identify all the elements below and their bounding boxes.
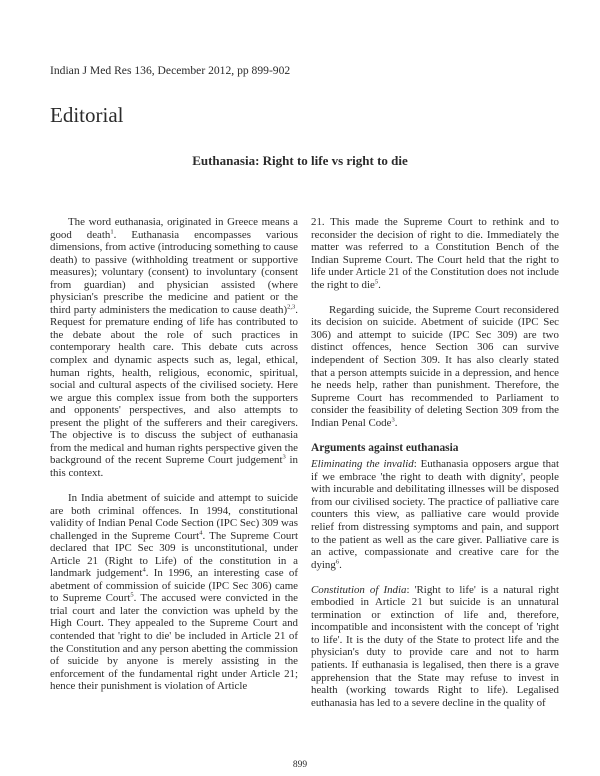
paragraph: Eliminating the invalid: Euthanasia opposers argue that if we embrace 'the right to death with dignity', people with incurable and debilitating illnesses will be disposed from our civilised society. The practice of palliative care counters this view, as palliative care would provide relief from distressing symptoms and pain, and support to the patient as well as the care giver. Palliative care is an active, compassionate and creative care for the dying$^6$. <box>311 458 559 571</box>
paragraph: The word euthanasia, originated in Greece means a good death$^1$. Euthanasia encompasses various dimensions, from active (introducing something to cause death) to passive (withholding treatment or supportive measures); voluntary (consent) to involuntary (consent from guardian) and physician assisted (where physician's prescribe the medicine and patient or the third party administers the medication to cause death)$^{2,3}$. Request for premature ending of life has contributed to the debate about the role of such practices in contemporary health care. This debate cuts across complex and dynamic aspects such as, legal, ethical, human rights, health, religious, economic, spiritual, social and cultural aspects of the civilised society. Here we argue this complex issue from both the supporters and opponents' perspectives, and also attempts to present the plight of the sufferers and their caregivers. The objective is to discuss the subject of euthanasia from the medical and human rights perspective given the background of the recent Supreme Court judgement$^3$ in this context. <box>50 216 298 479</box>
run-in-heading: Constitution of India <box>311 583 407 596</box>
reference-mark[interactable]: 4 <box>199 529 203 536</box>
paragraph: Regarding suicide, the Supreme Court reconsidered its decision on suicide. Abetment of suicide (IPC Sec 306) and attempt to suicide (IPC Sec 309) are two distinct offences, hence Section 306 can survive independent of Section 309. It has also clearly stated that a person attempts suicide in a depression, and hence he needs help, rather than punishment. Therefore, the Supreme Court has recommended to Parliament to consider the feasibility of deleting Section 309 from the Indian Penal Code$^3$. <box>311 303 559 429</box>
reference-mark[interactable]: 3 <box>391 416 395 424</box>
reference-mark[interactable]: 5 <box>374 278 379 286</box>
reference-mark[interactable]: 3 <box>282 453 286 461</box>
reference-mark[interactable]: 4 <box>142 566 146 574</box>
run-in-heading: Eliminating the invalid <box>311 458 414 471</box>
page-number: 899 <box>292 760 308 770</box>
paragraph: 21. This made the Supreme Court to rethink and to reconsider the decision of right to die. Immediately the matter was referred to a Constitution Bench of the Indian Supreme Court. The Court held that the right to life under Article 21 of the Constitution does not include the right to die$^5$. <box>311 216 559 291</box>
journal-citation: Indian J Med Res 136, December 2012, pp 899-902 <box>50 64 291 77</box>
article-title: Euthanasia: Right to life vs right to die <box>192 153 408 168</box>
reference-mark[interactable]: 2,3 <box>287 303 296 311</box>
reference-mark[interactable]: 6 <box>335 558 340 566</box>
reference-mark[interactable]: 5 <box>130 591 134 599</box>
subsection-heading: Arguments against euthanasia <box>311 441 459 454</box>
paragraph: Constitution of India: 'Right to life' is a natural right embodied in Article 21 but suicide is an unnatural termination or extinction of life and, therefore, incompatible and inconsistent with the concept of 'right to life'. It is the duty of the State to protect life and the physician's duty to provide care and not to harm patients. If euthanasia is legalised, then there is a grave apprehension that the State may refuse to invest in health (working towards Right to life). Legalised euthanasia has led to a severe decline in the quality of <box>311 583 560 709</box>
reference-mark[interactable]: 1 <box>110 227 114 235</box>
left-column <box>50 216 298 705</box>
section-heading: Editorial <box>50 103 124 127</box>
right-column <box>311 216 559 722</box>
paragraph: In India abetment of suicide and attempt to suicide are both criminal offences. In 1994, constitutional validity of Indian Penal Code Section (IPC Sec) 309 was challenged in the Supreme Court$^4$. The Supreme Court declared that IPC Sec 309 is unconstitutional, under Article 21 (Right to Life) of the constitution in a landmark judgement$^4$. In 1996, an interesting case of abetment of commission of suicide (IPC Sec 306) came to Supreme Court$^5$. The accused were convicted in the trial court and later the conviction was upheld by the High Court. They appealed to the Supreme Court and contended that 'right to die' be included in Article 21 of the Constitution and any person abetting the commission of suicide by anyone is merely assisting in the enforcement of the fundamental right under Article 21; hence their punishment is violation of Article <box>50 491 299 693</box>
